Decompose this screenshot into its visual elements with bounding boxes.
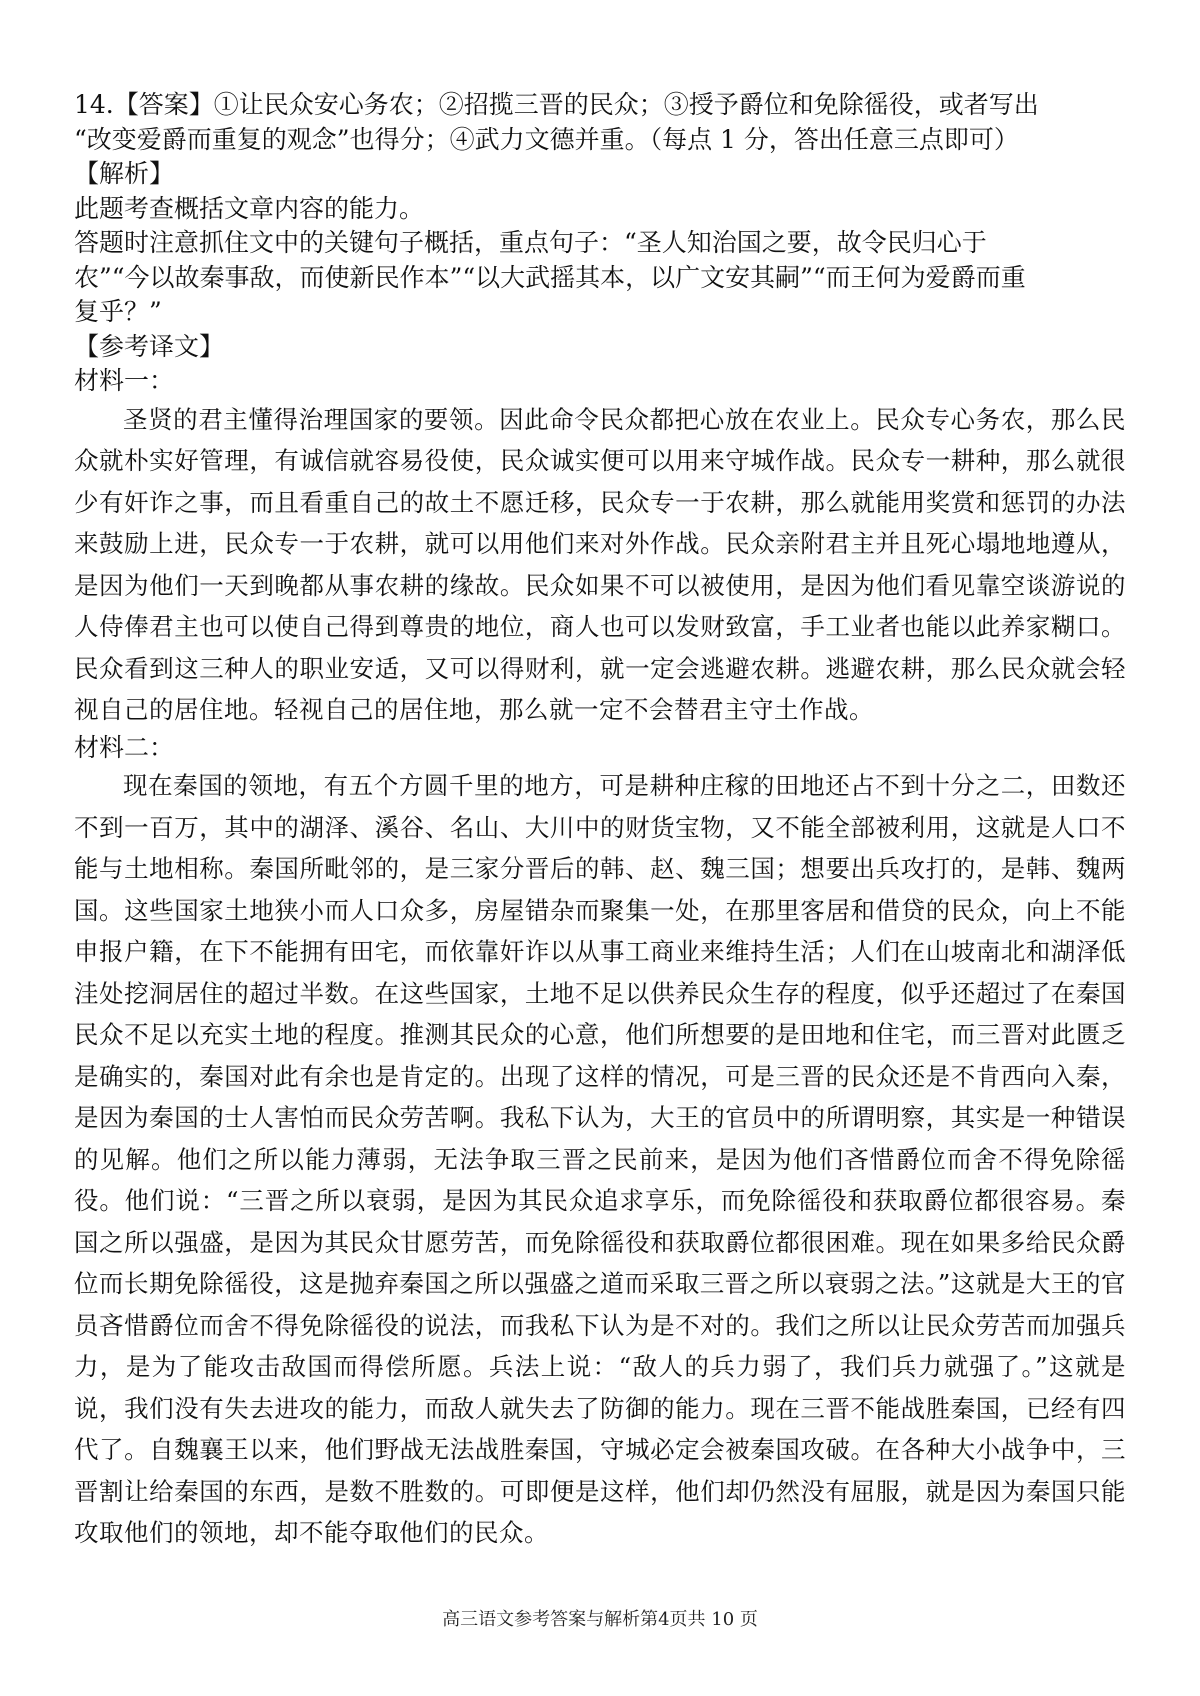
answer-text-1: ①让民众安心务农；②招揽三晋的民众；③授予爵位和免除徭役，或者写出	[213, 90, 1039, 119]
answer-line-2: “改变爱爵而重复的观念”也得分；④武力文德并重。（每点 1 分，答出任意三点即可）	[74, 124, 1019, 154]
analysis-line-4: 复乎？”	[74, 297, 162, 326]
analysis-heading: 【解析】	[74, 159, 175, 188]
document-body	[74, 88, 1126, 1554]
answer-line-1	[74, 88, 1126, 123]
material-2-text: 现在秦国的领地，有五个方圆千里的地方，可是耕种庄稼的田地还占不到十分之二，田数还不到一百万，其中的湖泽、溪谷、名山、大川中的财货宝物，又不能全部被利用，这就是人口不能与土地相称。秦国所毗邻的，是三家分晋后的韩、赵、魏三国；想要出兵攻打的，是韩、魏两国。这些国家土地狭小而人口众多，房屋错杂而聚集一处，在那里客居和借贷的民众，向上不能申报户籍，在下不能拥有田宅，而依靠奸诈以从事工商业来维持生活；人们在山坡南北和湖泽低洼处挖洞居住的超过半数。在这些国家，土地不足以供养民众生存的程度，似乎还超过了在秦国民众不足以充实土地的程度。推测其民众的心意，他们所想要的是田地和住宅，而三晋对此匮乏是确实的，秦国对此有余也是肯定的。出现了这样的情况，可是三晋的民众还是不肯西向入秦，是因为秦国的士人害怕而民众劳苦啊。我私下认为，大王的官员中的所谓明察，其实是一种错误的见解。他们之所以能力薄弱，无法争取三晋之民前来，是因为他们吝惜爵位而舍不得免除徭役。他们说：“三晋之所以衰弱，是因为其民众追求享乐，而免除徭役和获取爵位都很容易。秦国之所以强盛，是因为其民众甘愿劳苦，而免除徭役和获取爵位都很困难。现在如果多给民众爵位而长期免除徭役，这是抛弃秦国之所以强盛之道而采取三晋之所以衰弱之法。”这就是大王的官员吝惜爵位而舍不得免除徭役的说法，而我私下认为是不对的。我们之所以让民众劳苦而加强兵力，是为了能攻击敌国而得偿所愿。兵法上说：“敌人的兵力弱了，我们兵力就强了。”这就是说，我们没有失去进攻的能力，而敌人就失去了防御的能力。现在三晋不能战胜秦国，已经有四代了。自魏襄王以来，他们野战无法战胜秦国，守城必定会被秦国攻破。在各种大小战争中，三晋割让给秦国的东西，是数不胜数的。可即便是这样，他们却仍然没有屈服，就是因为秦国只能攻取他们的领地，却不能夺取他们的民众。	[74, 771, 1126, 1547]
analysis-line-1: 此题考查概括文章内容的能力。	[74, 193, 425, 223]
analysis-line-2: 答题时注意抓住文中的关键句子概括，重点句子：“圣人知治国之要，故令民归心于	[74, 228, 987, 257]
material-2-label: 材料二：	[74, 732, 175, 762]
page-footer: 高三语文参考答案与解析第4页共 10 页	[442, 1609, 758, 1630]
material-1-label: 材料一：	[74, 366, 175, 395]
analysis-line-3: 农”“今以故秦事敌，而使新民作本”“以大武摇其本，以广文安其嗣”“而王何为爱爵而重	[74, 262, 1026, 292]
translation-heading: 【参考译文】	[74, 331, 225, 361]
material-1-text: 圣贤的君主懂得治理国家的要领。因此命令民众都把心放在农业上。民众专心务农，那么民众就朴实好管理，有诚信就容易役使，民众诚实便可以用来守城作战。民众专一耕种，那么就很少有奸诈之事，而且看重自己的故土不愿迁移，民众专一于农耕，那么就能用奖赏和惩罚的办法来鼓励上进，民众专一于农耕，就可以用他们来对外作战。民众亲附君主并且死心塌地地遵从，是因为他们一天到晚都从事农耕的缘故。民众如果不可以被使用，是因为他们看见靠空谈游说的人侍俸君主也可以使自己得到尊贵的地位，商人也可以发财致富，手工业者也能以此养家糊口。民众看到这三种人的职业安适，又可以得财利，就一定会逃避农耕。逃避农耕，那么民众就会轻视自己的居住地。轻视自己的居住地，那么就一定不会替君主守土作战。	[74, 404, 1126, 724]
answer-label: 14.【答案】	[74, 90, 214, 119]
